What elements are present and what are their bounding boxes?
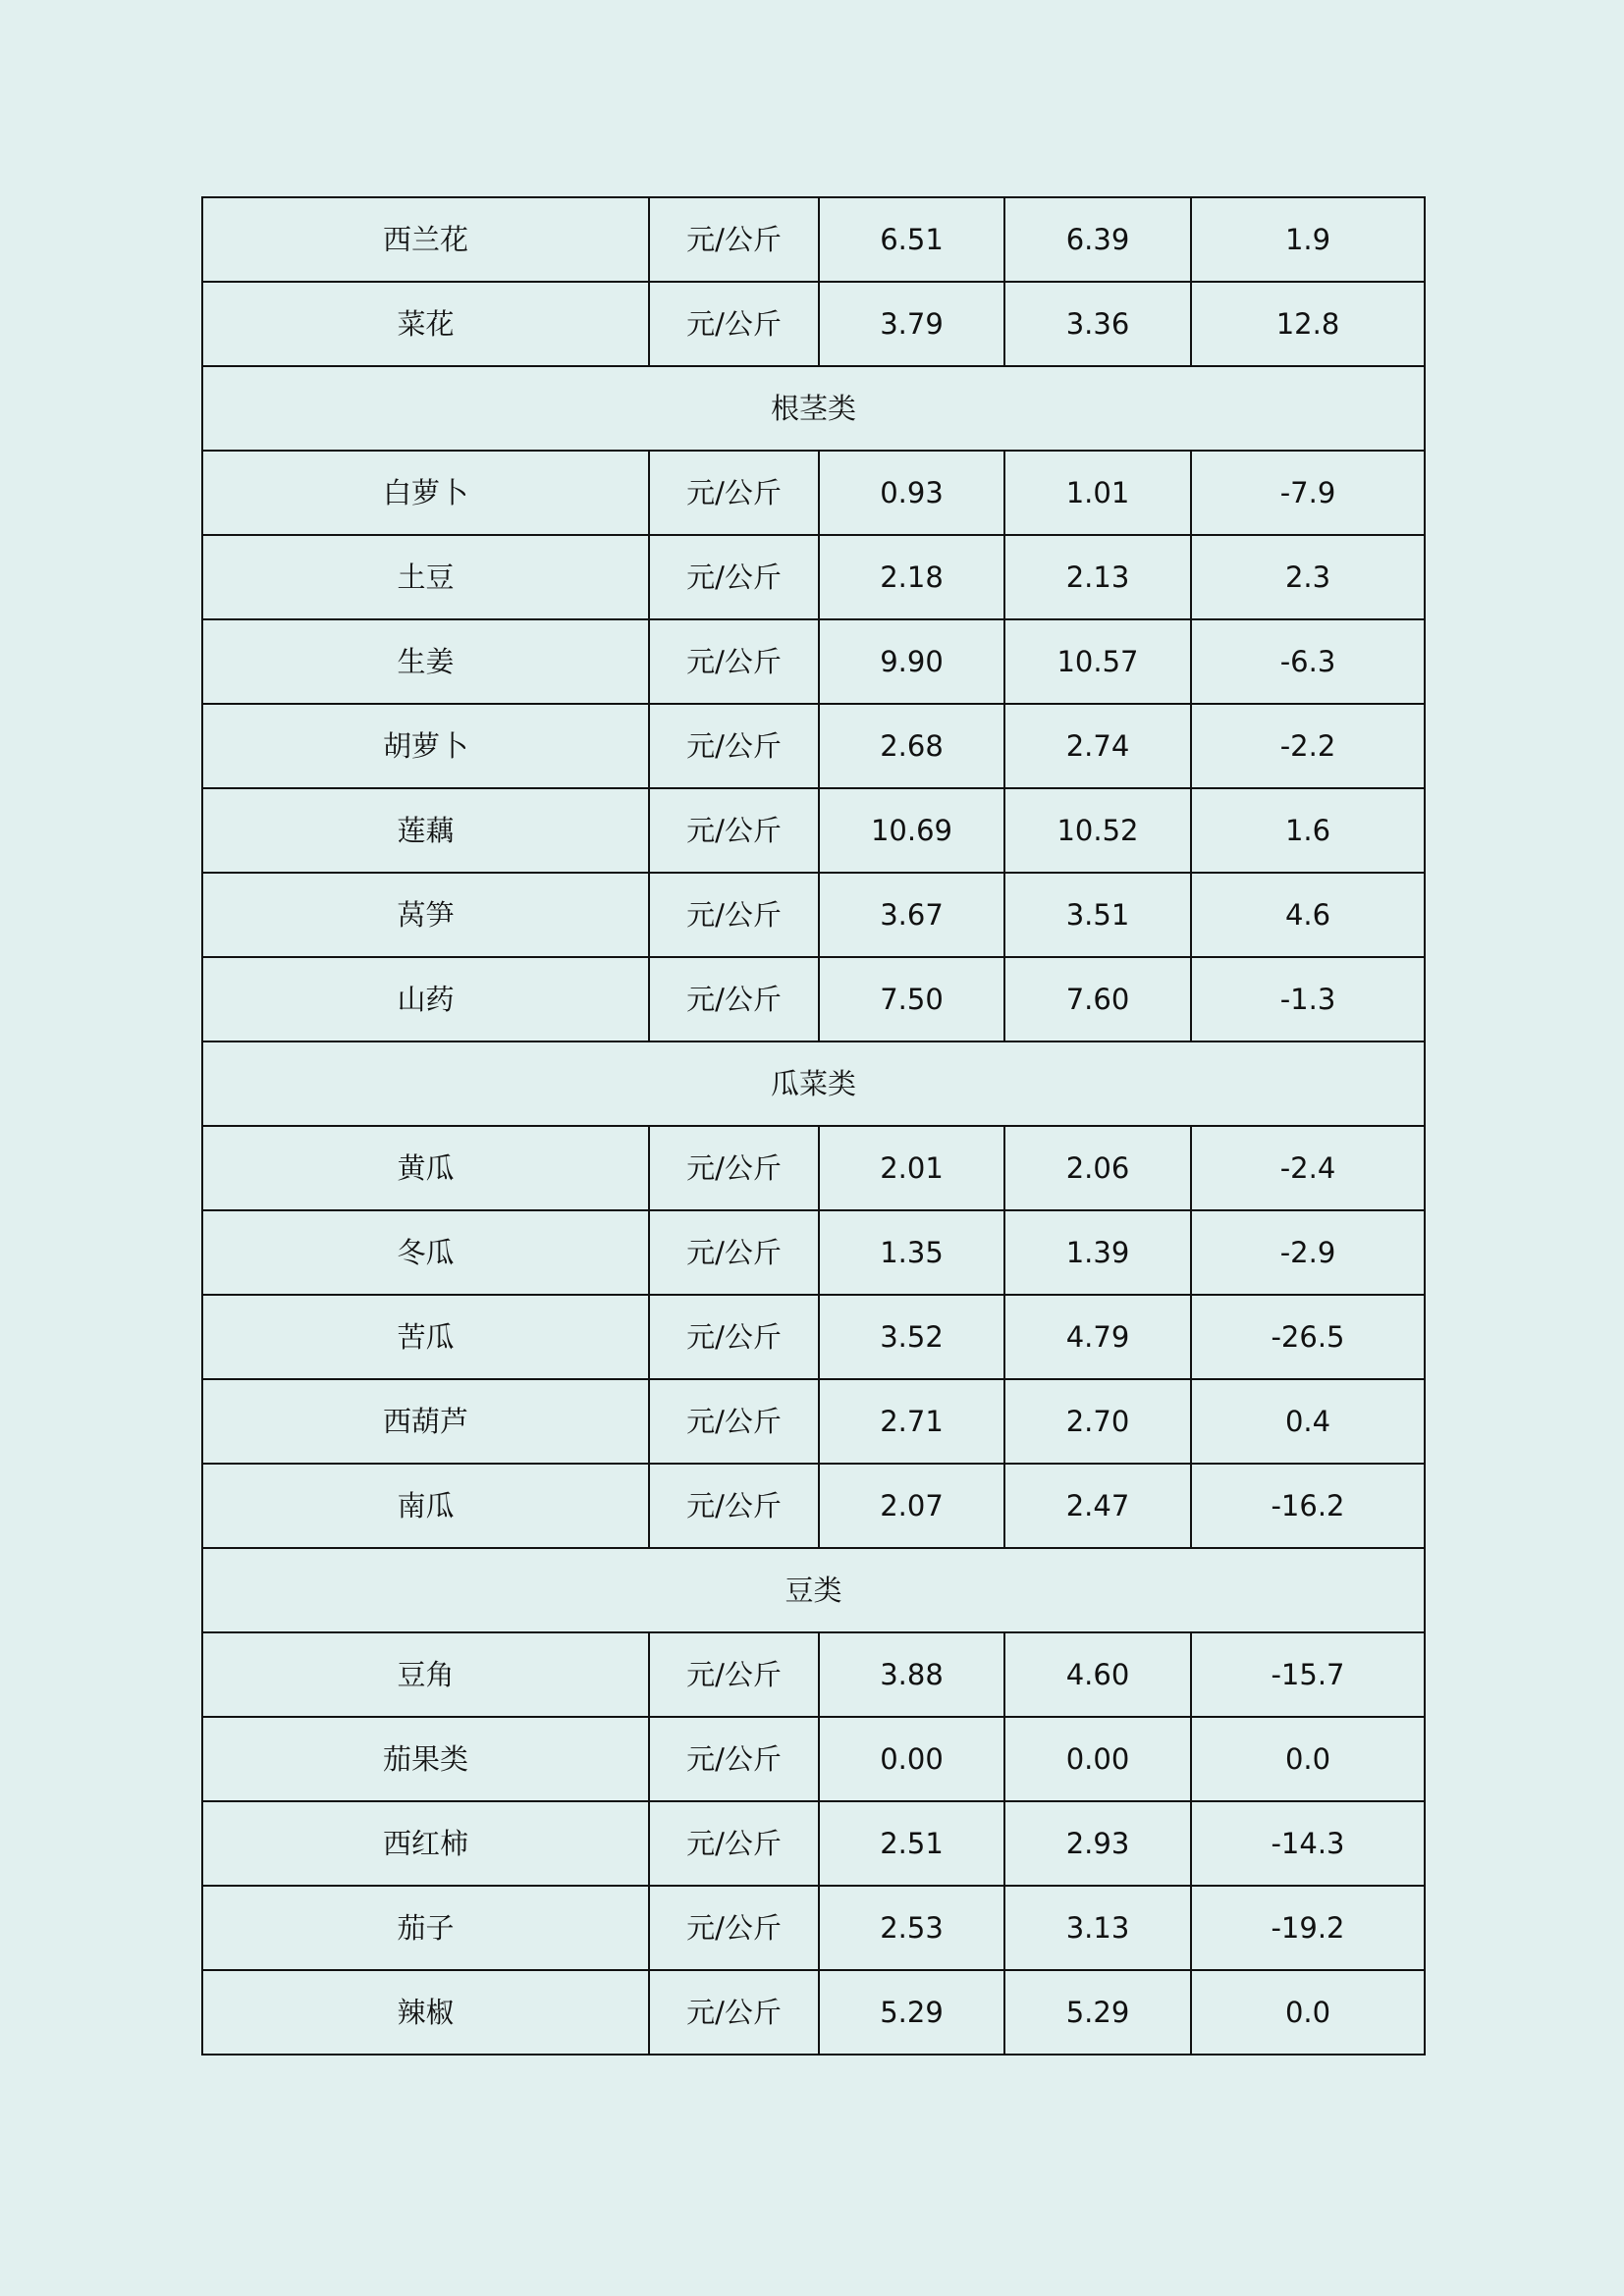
previous-price-cell: 5.29	[1004, 1970, 1191, 2055]
table-row	[202, 1886, 1425, 1970]
item-name-cell: 莴笋	[202, 873, 649, 957]
table-row	[202, 1632, 1425, 1717]
item-name-cell: 西兰花	[202, 197, 649, 282]
change-percent-cell: -16.2	[1191, 1464, 1425, 1548]
table-row	[202, 788, 1425, 873]
previous-price-cell: 10.52	[1004, 788, 1191, 873]
item-name-cell: 胡萝卜	[202, 704, 649, 788]
previous-price-cell: 1.01	[1004, 451, 1191, 535]
item-name-cell: 山药	[202, 957, 649, 1041]
change-percent-cell: 1.6	[1191, 788, 1425, 873]
table-row	[202, 1464, 1425, 1548]
item-name-cell: 冬瓜	[202, 1210, 649, 1295]
current-price-cell: 3.52	[819, 1295, 1004, 1379]
table-row	[202, 1126, 1425, 1210]
unit-cell: 元/公斤	[649, 282, 819, 366]
category-row	[202, 366, 1425, 451]
previous-price-cell: 2.70	[1004, 1379, 1191, 1464]
change-percent-cell: -2.9	[1191, 1210, 1425, 1295]
current-price-cell: 9.90	[819, 619, 1004, 704]
unit-cell: 元/公斤	[649, 1379, 819, 1464]
previous-price-cell: 3.13	[1004, 1886, 1191, 1970]
unit-cell: 元/公斤	[649, 788, 819, 873]
current-price-cell: 2.53	[819, 1886, 1004, 1970]
item-name-cell: 生姜	[202, 619, 649, 704]
current-price-cell: 10.69	[819, 788, 1004, 873]
unit-cell: 元/公斤	[649, 1717, 819, 1801]
table-row	[202, 197, 1425, 282]
unit-cell: 元/公斤	[649, 619, 819, 704]
change-percent-cell: 4.6	[1191, 873, 1425, 957]
table-row	[202, 873, 1425, 957]
current-price-cell: 3.88	[819, 1632, 1004, 1717]
unit-cell: 元/公斤	[649, 197, 819, 282]
category-heading: 豆类	[202, 1548, 1425, 1632]
previous-price-cell: 4.79	[1004, 1295, 1191, 1379]
unit-cell: 元/公斤	[649, 704, 819, 788]
previous-price-cell: 2.74	[1004, 704, 1191, 788]
previous-price-cell: 6.39	[1004, 197, 1191, 282]
item-name-cell: 西葫芦	[202, 1379, 649, 1464]
unit-cell: 元/公斤	[649, 1801, 819, 1886]
current-price-cell: 5.29	[819, 1970, 1004, 2055]
table-row	[202, 282, 1425, 366]
previous-price-cell: 7.60	[1004, 957, 1191, 1041]
category-row	[202, 1548, 1425, 1632]
change-percent-cell: -7.9	[1191, 451, 1425, 535]
current-price-cell: 6.51	[819, 197, 1004, 282]
item-name-cell: 黄瓜	[202, 1126, 649, 1210]
previous-price-cell: 4.60	[1004, 1632, 1191, 1717]
item-name-cell: 莲藕	[202, 788, 649, 873]
current-price-cell: 2.01	[819, 1126, 1004, 1210]
current-price-cell: 0.00	[819, 1717, 1004, 1801]
table-body	[202, 197, 1425, 2055]
current-price-cell: 3.79	[819, 282, 1004, 366]
category-heading: 根茎类	[202, 366, 1425, 451]
unit-cell: 元/公斤	[649, 1126, 819, 1210]
table-row	[202, 619, 1425, 704]
current-price-cell: 1.35	[819, 1210, 1004, 1295]
previous-price-cell: 0.00	[1004, 1717, 1191, 1801]
unit-cell: 元/公斤	[649, 873, 819, 957]
item-name-cell: 西红柿	[202, 1801, 649, 1886]
table-row	[202, 704, 1425, 788]
previous-price-cell: 1.39	[1004, 1210, 1191, 1295]
change-percent-cell: 12.8	[1191, 282, 1425, 366]
table-row	[202, 957, 1425, 1041]
unit-cell: 元/公斤	[649, 957, 819, 1041]
item-name-cell: 茄果类	[202, 1717, 649, 1801]
change-percent-cell: -19.2	[1191, 1886, 1425, 1970]
previous-price-cell: 2.93	[1004, 1801, 1191, 1886]
previous-price-cell: 2.13	[1004, 535, 1191, 619]
table-row	[202, 1379, 1425, 1464]
vegetable-price-table	[201, 196, 1426, 2056]
current-price-cell: 2.51	[819, 1801, 1004, 1886]
current-price-cell: 2.07	[819, 1464, 1004, 1548]
unit-cell: 元/公斤	[649, 1632, 819, 1717]
current-price-cell: 3.67	[819, 873, 1004, 957]
change-percent-cell: -14.3	[1191, 1801, 1425, 1886]
item-name-cell: 豆角	[202, 1632, 649, 1717]
unit-cell: 元/公斤	[649, 1464, 819, 1548]
change-percent-cell: -26.5	[1191, 1295, 1425, 1379]
current-price-cell: 0.93	[819, 451, 1004, 535]
previous-price-cell: 3.36	[1004, 282, 1191, 366]
previous-price-cell: 2.06	[1004, 1126, 1191, 1210]
item-name-cell: 茄子	[202, 1886, 649, 1970]
unit-cell: 元/公斤	[649, 1970, 819, 2055]
item-name-cell: 辣椒	[202, 1970, 649, 2055]
change-percent-cell: 0.4	[1191, 1379, 1425, 1464]
change-percent-cell: -1.3	[1191, 957, 1425, 1041]
table-row	[202, 1801, 1425, 1886]
change-percent-cell: -2.2	[1191, 704, 1425, 788]
unit-cell: 元/公斤	[649, 1295, 819, 1379]
table-row	[202, 535, 1425, 619]
unit-cell: 元/公斤	[649, 1886, 819, 1970]
category-row	[202, 1041, 1425, 1126]
item-name-cell: 菜花	[202, 282, 649, 366]
category-heading: 瓜菜类	[202, 1041, 1425, 1126]
change-percent-cell: 1.9	[1191, 197, 1425, 282]
change-percent-cell: 0.0	[1191, 1717, 1425, 1801]
current-price-cell: 7.50	[819, 957, 1004, 1041]
table-row	[202, 1210, 1425, 1295]
item-name-cell: 南瓜	[202, 1464, 649, 1548]
change-percent-cell: 2.3	[1191, 535, 1425, 619]
unit-cell: 元/公斤	[649, 1210, 819, 1295]
current-price-cell: 2.68	[819, 704, 1004, 788]
previous-price-cell: 2.47	[1004, 1464, 1191, 1548]
change-percent-cell: 0.0	[1191, 1970, 1425, 2055]
change-percent-cell: -6.3	[1191, 619, 1425, 704]
item-name-cell: 土豆	[202, 535, 649, 619]
table-row	[202, 451, 1425, 535]
table-row	[202, 1970, 1425, 2055]
table-row	[202, 1717, 1425, 1801]
unit-cell: 元/公斤	[649, 451, 819, 535]
change-percent-cell: -2.4	[1191, 1126, 1425, 1210]
table-row	[202, 1295, 1425, 1379]
unit-cell: 元/公斤	[649, 535, 819, 619]
current-price-cell: 2.71	[819, 1379, 1004, 1464]
current-price-cell: 2.18	[819, 535, 1004, 619]
previous-price-cell: 10.57	[1004, 619, 1191, 704]
previous-price-cell: 3.51	[1004, 873, 1191, 957]
change-percent-cell: -15.7	[1191, 1632, 1425, 1717]
item-name-cell: 白萝卜	[202, 451, 649, 535]
item-name-cell: 苦瓜	[202, 1295, 649, 1379]
